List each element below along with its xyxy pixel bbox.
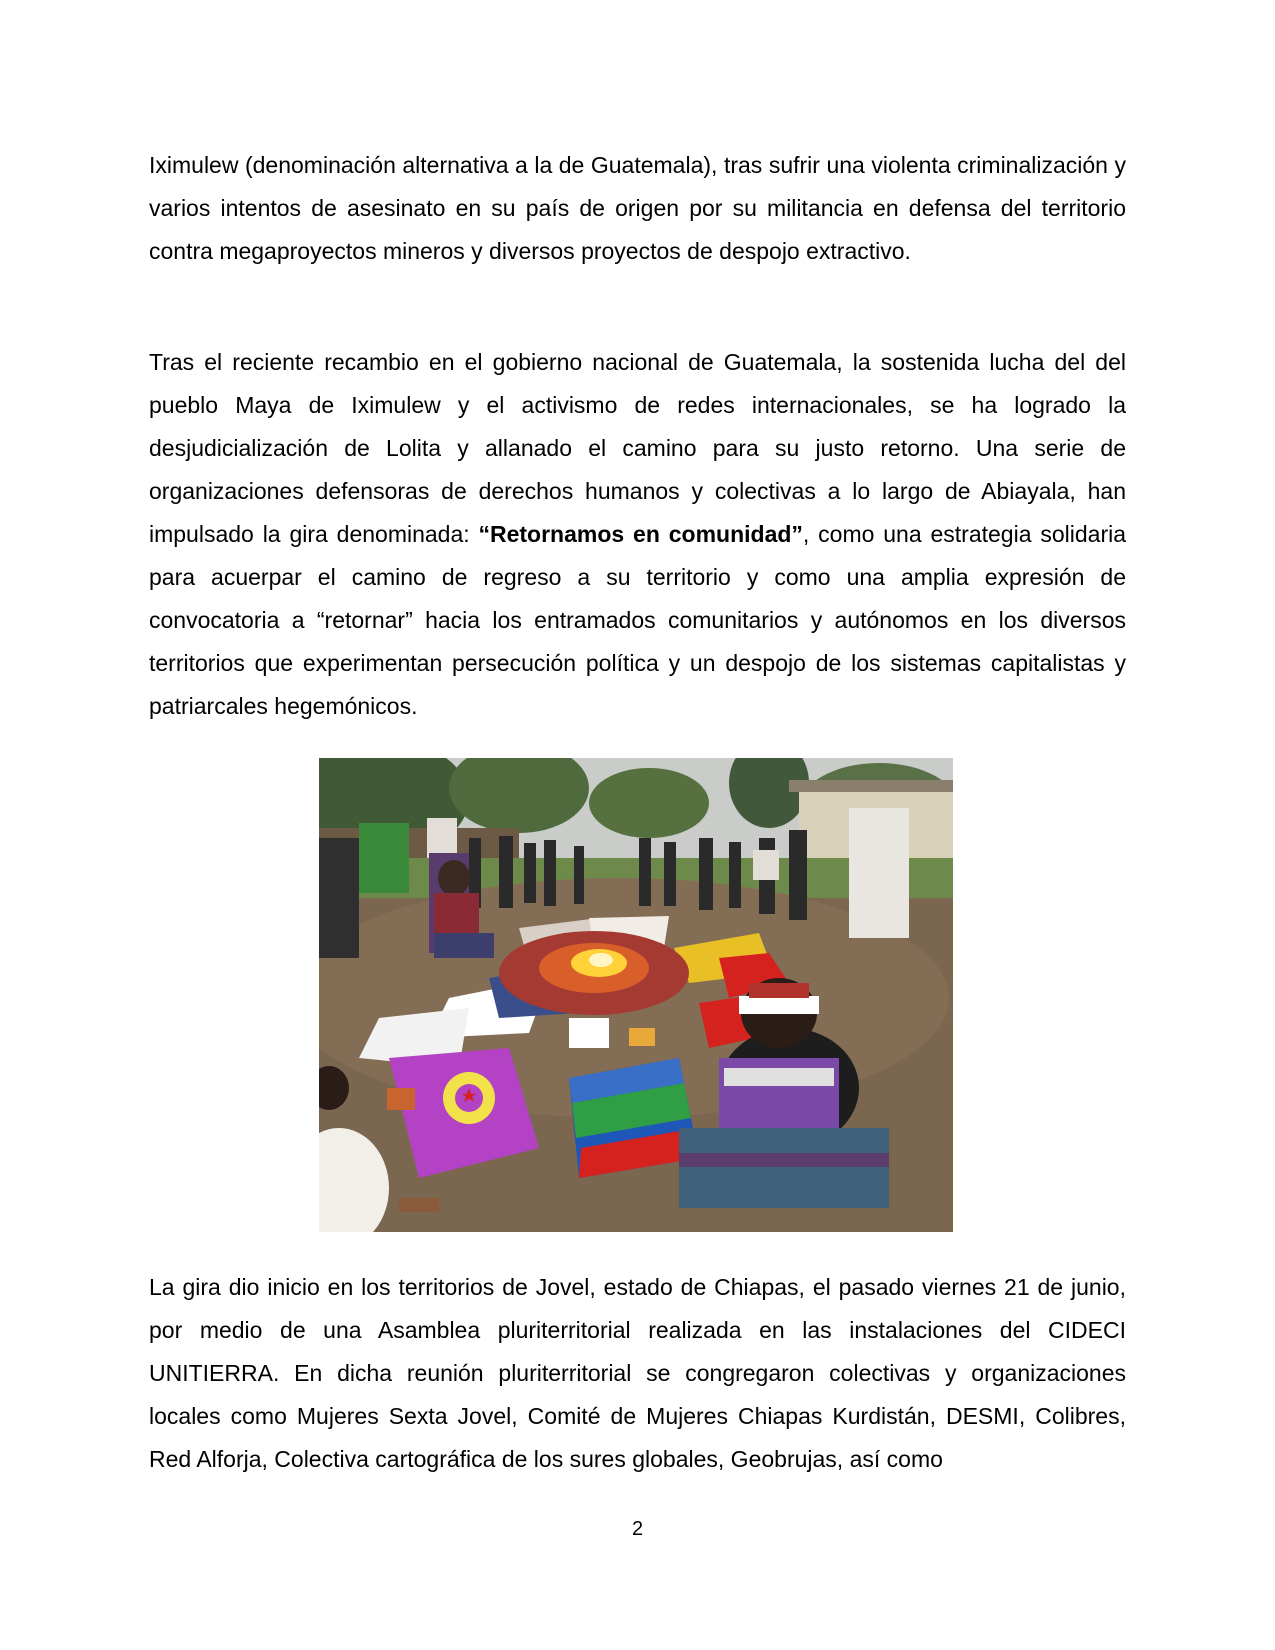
paragraph-2-text xyxy=(149,341,1126,728)
paragraph-3 xyxy=(149,1266,1126,1481)
page-number: 2 xyxy=(631,1518,644,1540)
paragraph-1 xyxy=(149,144,1126,273)
tour-name-bold: “Retornamos en comunidad” xyxy=(478,521,803,547)
paragraph-1-text: Iximulew (denominación alternativa a la de Guatemala), tras sufrir una violenta criminalización y varios intentos de asesinato en su país de origen por su militancia en defensa del territorio contra megaproyectos mineros y diversos proyectos de despojo extractivo. xyxy=(149,152,1126,264)
paragraph-3-text: La gira dio inicio en los territorios de Jovel, estado de Chiapas, el pasado viernes 21 de junio, por medio de una Asamblea pluriterritorial realizada en las instalaciones del CIDECI UNITIERRA. En dicha reunión pluriterritorial se congregaron colectivas y organizaciones locales como Mujeres Sexta Jovel, Comité de Mujeres Chiapas Kurdistán, DESMI, Colibres, Red Alforja, Colectiva cartográfica de los sures globales, Geobrujas, así como xyxy=(149,1274,1126,1472)
paragraph-2-intro: Tras el reciente recambio en el gobierno nacional de Guatemala, la sostenida lucha del del pueblo Maya de Iximulew y el activismo de redes internacionales, se ha logrado la desjudicialización de Lolita y allanado el camino para su justo retorno. Una serie de organizaciones defensoras de derechos humanos y colectivas a lo largo de Abiayala, han impulsado la gira denominada: xyxy=(149,349,1126,547)
paragraph-2 xyxy=(149,341,1126,728)
paragraph-2-rest: , como una estrategia solidaria para acuerpar el camino de regreso a su territorio y como una amplia expresión de convocatoria a “retornar” hacia los entramados comunitarios y autónomos en los diversos territorios que experimentan persecución política y un despojo de los sistemas capitalistas y patriarcales hegemónicos. xyxy=(149,521,1127,719)
ceremony-photo xyxy=(319,758,953,1232)
